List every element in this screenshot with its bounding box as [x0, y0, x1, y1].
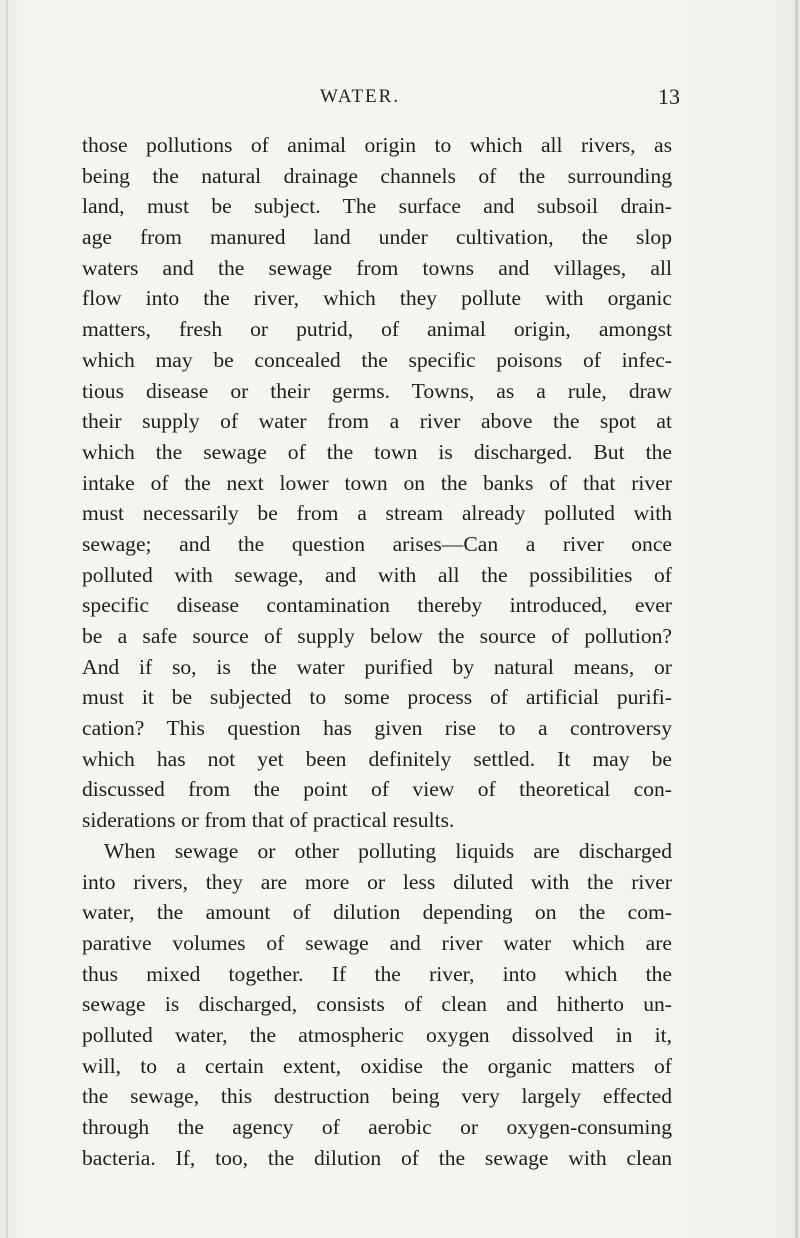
text-line: the sewage, this destruction being very largely effected — [82, 1084, 672, 1109]
text-line: siderations or from that of practical results. — [82, 808, 455, 833]
page-right-edge — [795, 0, 798, 1238]
text-line: bacteria. If, too, the dilution of the sewage with clean — [82, 1145, 672, 1170]
text-line: thus mixed together. If the river, into which the — [82, 961, 672, 986]
text-line: through the agency of aerobic or oxygen-consuming — [82, 1115, 672, 1139]
text-line: cation? This question has given rise to a controversy — [82, 716, 672, 741]
page-number: 13 — [658, 84, 680, 109]
text-line: intake of the next lower town on the banks of that river — [82, 470, 672, 495]
text-line: polluted with sewage, and with all the possibilities of — [82, 562, 672, 587]
text-line: be a safe source of supply below the source of pollution? — [82, 624, 672, 648]
text-line: age from manured land under cultivation, the slop — [82, 225, 672, 250]
page-header — [320, 86, 680, 116]
text-line: into rivers, they are more or less diluted with the river — [82, 869, 672, 894]
text-line: which has not yet been definitely settled. It may be — [82, 746, 672, 771]
text-line: will, to a certain extent, oxidise the organic matters of — [82, 1053, 672, 1078]
text-line: specific disease contamination thereby introduced, ever — [82, 593, 672, 618]
text-line: sewage is discharged, consists of clean and hitherto un- — [82, 992, 672, 1017]
text-line: matters, fresh or putrid, of animal origin, amongst — [82, 317, 672, 342]
text-line: being the natural drainage channels of the surrounding — [82, 163, 672, 188]
text-line: flow into the river, which they pollute with organic — [82, 286, 672, 311]
body-text — [82, 130, 672, 1173]
text-line: waters and the sewage from towns and villages, all — [82, 255, 672, 280]
text-line: which the sewage of the town is discharged. But the — [82, 439, 672, 464]
text-line: parative volumes of sewage and river water which are — [82, 930, 672, 955]
running-head: WATER. — [320, 86, 401, 107]
text-line: water, the amount of dilution depending on the com- — [82, 900, 672, 925]
text-line: land, must be subject. The surface and subsoil drain- — [82, 194, 672, 219]
text-line: must it be subjected to some process of artificial purifi- — [82, 685, 672, 710]
text-line: polluted water, the atmospheric oxygen dissolved in it, — [82, 1022, 672, 1047]
text-line: tious disease or their germs. Towns, as a rule, draw — [82, 378, 672, 403]
text-line: which may be concealed the specific poisons of infec- — [82, 347, 672, 372]
text-line: When sewage or other polluting liquids are discharged — [104, 838, 672, 863]
text-line: must necessarily be from a stream already polluted with — [82, 501, 672, 526]
text-line: And if so, is the water purified by natural means, or — [82, 654, 672, 679]
page-left-edge — [6, 0, 8, 1238]
text-line: their supply of water from a river above the spot at — [82, 409, 672, 434]
text-line: those pollutions of animal origin to which all rivers, as — [82, 133, 672, 157]
text-line: discussed from the point of view of theoretical con- — [82, 777, 672, 802]
text-line: sewage; and the question arises—Can a river once — [82, 531, 672, 556]
